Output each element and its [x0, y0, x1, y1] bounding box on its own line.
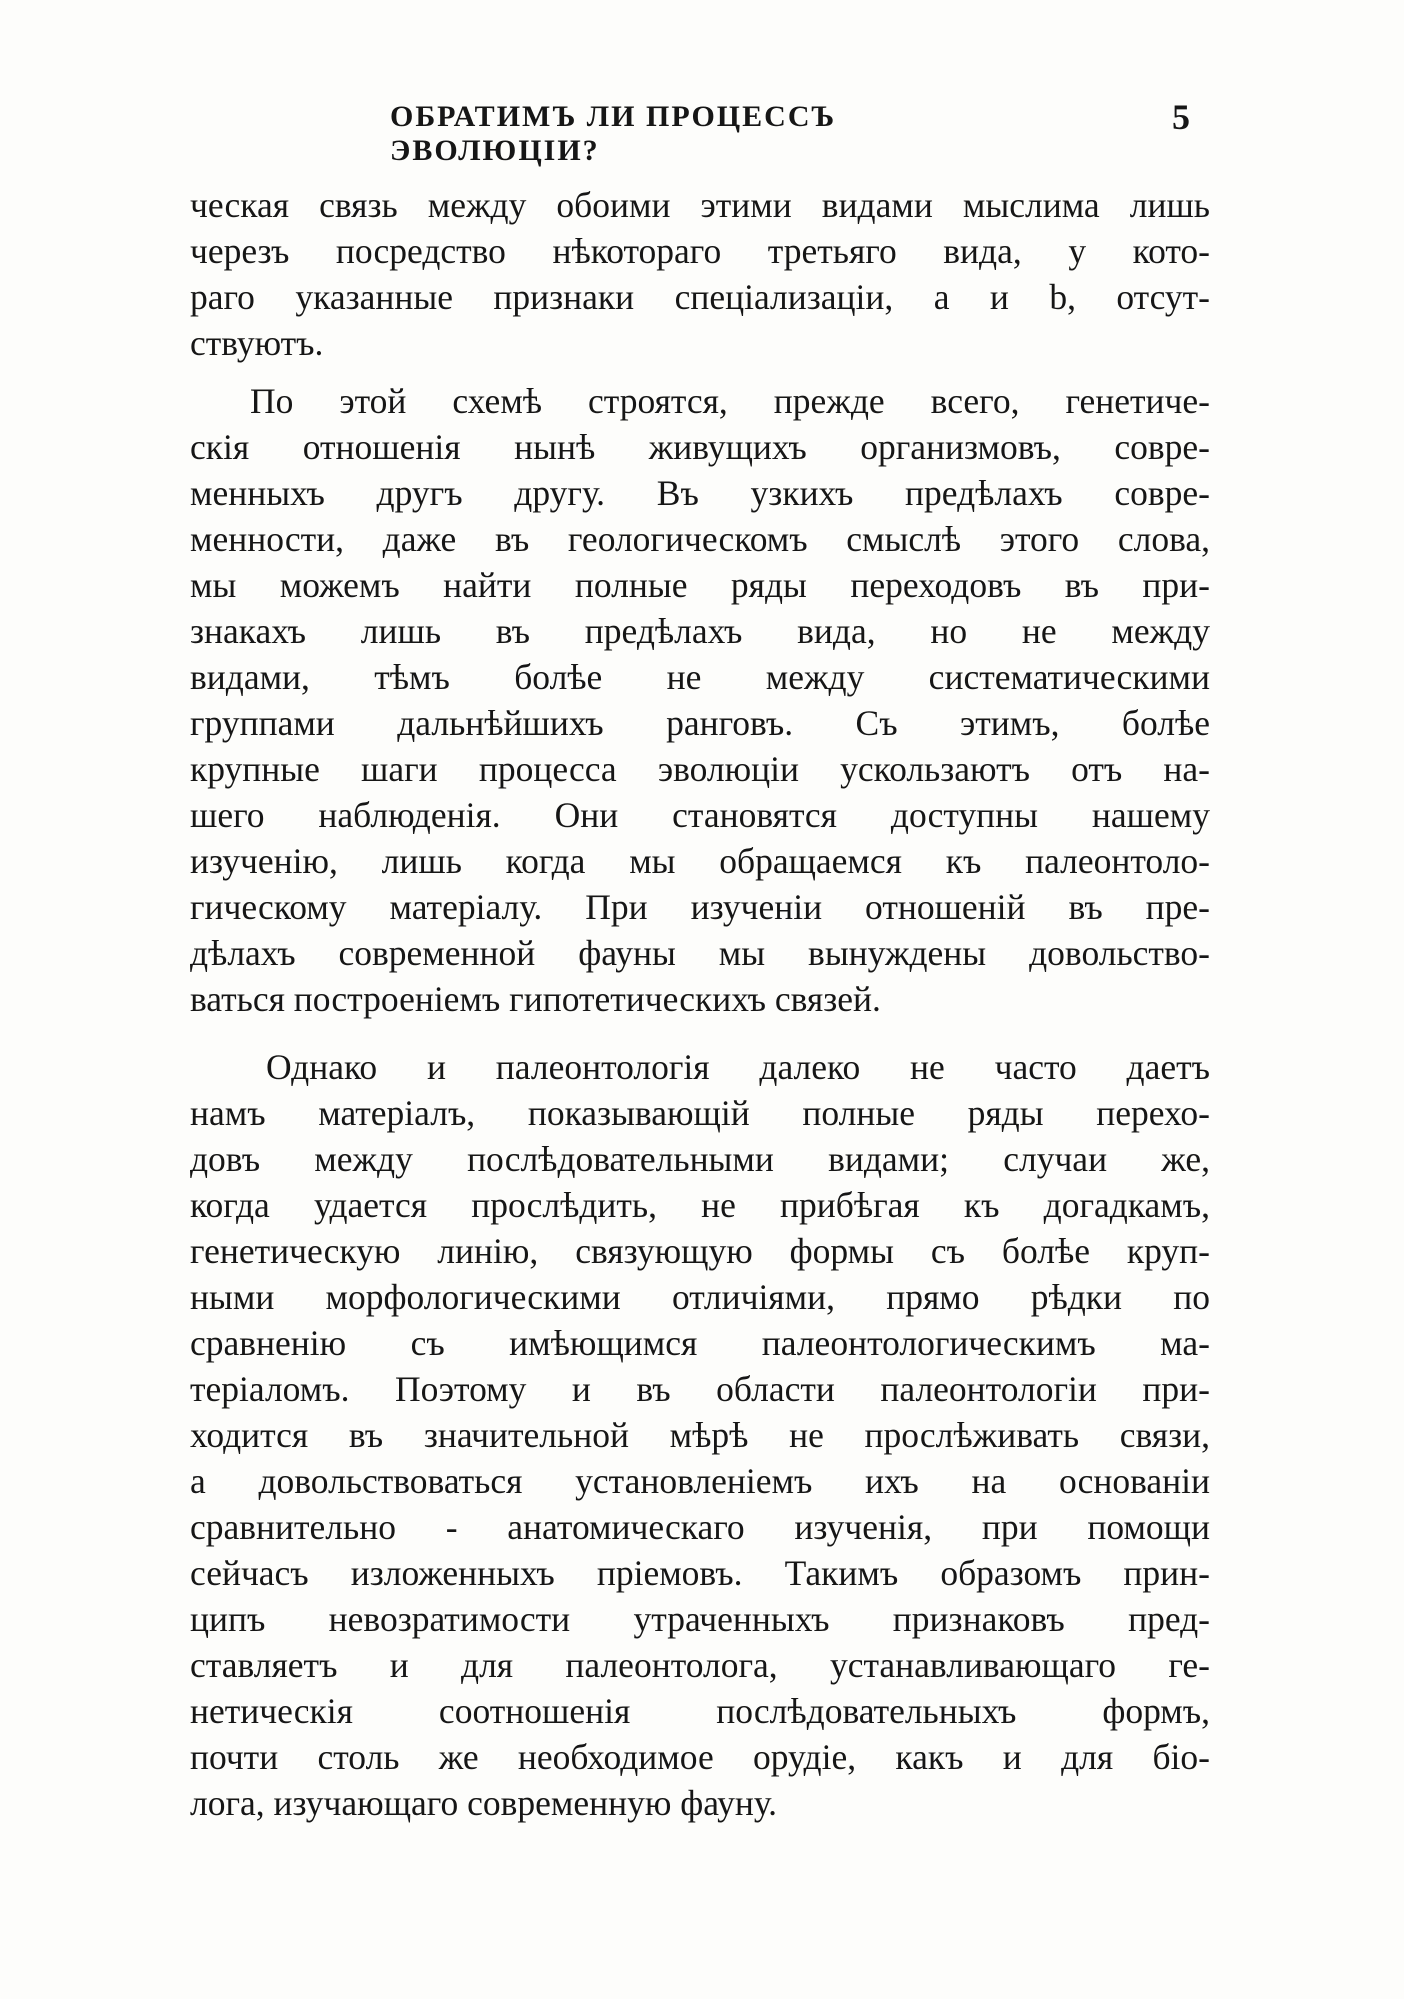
text-line: сейчасъ изложенныхъ пріемовъ. Такимъ образомъ прин- — [190, 1553, 1210, 1593]
text-line: раго указанные признаки спеціализаціи, a и b, отсут- — [190, 277, 1210, 317]
text-line: ставляетъ и для палеонтолога, устанавливающаго ге- — [190, 1645, 1210, 1685]
text-line: изученію, лишь когда мы обращаемся къ палеонтоло- — [190, 841, 1210, 881]
paragraph-1 — [190, 182, 1210, 366]
text-line: сравнительно - анатомическаго изученія, при помощи — [190, 1507, 1210, 1547]
text-line: видами, тѣмъ болѣе не между систематическими — [190, 657, 1210, 697]
text-line: гическому матеріалу. При изученіи отношеній въ пре- — [190, 887, 1210, 927]
text-line: крупные шаги процесса эволюціи ускользаютъ отъ на- — [190, 749, 1210, 789]
text-line: ческая связь между обоими этими видами мыслима лишь — [190, 185, 1210, 225]
text-line: черезъ посредство нѣкотораго третьяго вида, у кото- — [190, 231, 1210, 271]
text-line: ными морфологическими отличіями, прямо рѣдки по — [190, 1277, 1210, 1317]
paragraph-3 — [190, 1044, 1210, 1826]
text-line: лога, изучающаго современную фауну. — [190, 1783, 777, 1823]
body-text — [190, 182, 1210, 1826]
page-number: 5 — [1172, 97, 1190, 137]
text-line: ствуютъ. — [190, 323, 324, 363]
text-line: мы можемъ найти полные ряды переходовъ въ при- — [190, 565, 1210, 605]
text-line: менности, даже въ геологическомъ смыслѣ этого слова, — [190, 519, 1210, 559]
text-line: когда удается прослѣдить, не прибѣгая къ догадкамъ, — [190, 1185, 1210, 1225]
text-line: менныхъ другъ другу. Въ узкихъ предѣлахъ совре- — [190, 473, 1210, 513]
running-head: ОБРАТИМЪ ЛИ ПРОЦЕССЪ ЭВОЛЮЦІИ? — [390, 100, 837, 167]
text-line: генетическую линію, связующую формы съ болѣе круп- — [190, 1231, 1210, 1271]
text-line: сравненію съ имѣющимся палеонтологическимъ ма- — [190, 1323, 1210, 1363]
text-line: намъ матеріалъ, показывающій полные ряды перехо- — [190, 1093, 1210, 1133]
text-line: дѣлахъ современной фауны мы вынуждены довольство- — [190, 933, 1210, 973]
text-line: довъ между послѣдовательными видами; случаи же, — [190, 1139, 1210, 1179]
text-line: скія отношенія нынѣ живущихъ организмовъ, совре- — [190, 427, 1210, 467]
text-line: почти столь же необходимое орудіе, какъ и для біо- — [190, 1737, 1210, 1777]
text-line: нетическія соотношенія послѣдовательныхъ формъ, — [190, 1691, 1210, 1731]
text-line: шего наблюденія. Они становятся доступны нашему — [190, 795, 1210, 835]
text-line: ваться построеніемъ гипотетическихъ связей. — [190, 979, 881, 1019]
text-line: ципъ невозратимости утраченныхъ признаковъ пред- — [190, 1599, 1210, 1639]
text-line: Однако и палеонтологія далеко не часто даетъ — [266, 1047, 1210, 1087]
text-line: а довольствоваться установленіемъ ихъ на основаніи — [190, 1461, 1210, 1501]
text-line: По этой схемѣ строятся, прежде всего, генетиче- — [250, 381, 1210, 421]
text-line: группами дальнѣйшихъ ранговъ. Съ этимъ, болѣе — [190, 703, 1210, 743]
paragraph-2 — [190, 378, 1210, 1022]
text-line: ходится въ значительной мѣрѣ не прослѣживать связи, — [190, 1415, 1210, 1455]
text-line: теріаломъ. Поэтому и въ области палеонтологіи при- — [190, 1369, 1210, 1409]
text-line: знакахъ лишь въ предѣлахъ вида, но не между — [190, 611, 1210, 651]
